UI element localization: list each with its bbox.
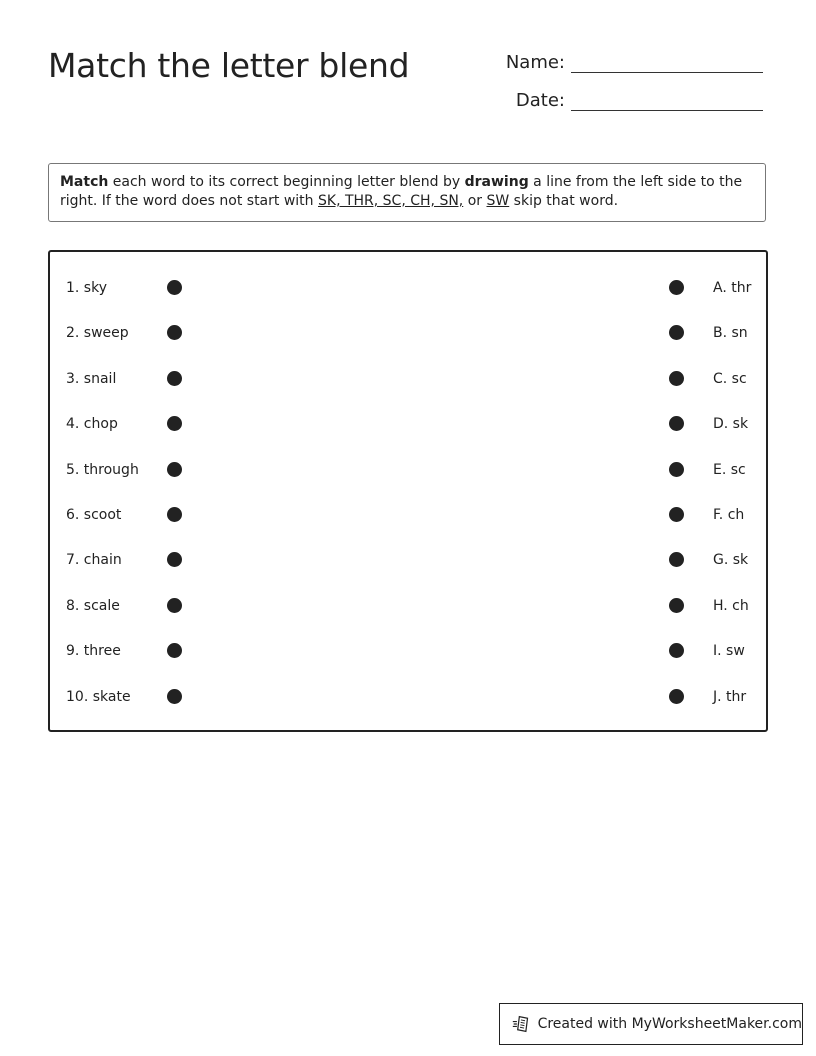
right-blend: H. ch — [713, 598, 749, 614]
right-blend: A. thr — [713, 280, 752, 296]
name-label: Name: — [505, 52, 565, 73]
left-word: 8. scale — [66, 598, 120, 614]
match-row — [50, 278, 766, 298]
match-row — [50, 505, 766, 525]
instructions-blend-last: SW — [486, 193, 510, 209]
right-blend: G. sk — [713, 552, 749, 568]
instructions-text-3: or — [463, 193, 487, 209]
date-label: Date: — [515, 90, 565, 111]
left-dot[interactable] — [167, 507, 182, 522]
right-dot[interactable] — [669, 598, 684, 613]
right-dot[interactable] — [669, 280, 684, 295]
left-dot[interactable] — [167, 643, 182, 658]
left-word: 9. three — [66, 643, 121, 659]
left-word: 4. chop — [66, 416, 118, 432]
instructions-blends-list: SK, THR, SC, CH, SN, — [318, 193, 464, 209]
left-dot[interactable] — [167, 280, 182, 295]
instructions-box — [48, 163, 766, 222]
right-blend: I. sw — [713, 643, 745, 659]
match-row — [50, 369, 766, 389]
left-dot[interactable] — [167, 598, 182, 613]
name-line — [571, 56, 763, 73]
left-dot[interactable] — [167, 416, 182, 431]
worksheet-title: Match the letter blend — [48, 46, 410, 85]
right-blend: B. sn — [713, 325, 748, 341]
right-blend: J. thr — [713, 689, 747, 705]
worksheet-maker-logo-icon — [512, 1013, 532, 1035]
right-dot[interactable] — [669, 325, 684, 340]
match-row — [50, 550, 766, 570]
right-dot[interactable] — [669, 371, 684, 386]
match-row — [50, 460, 766, 480]
instructions-text-2: a line from the left side to the right. If the word does not start with — [60, 174, 743, 209]
instructions-drawing-word: drawing — [464, 174, 529, 190]
date-line — [571, 94, 763, 111]
right-dot[interactable] — [669, 643, 684, 658]
right-blend: E. sc — [713, 462, 746, 478]
instructions-text-4: skip that word. — [509, 193, 619, 209]
match-row — [50, 687, 766, 707]
left-word: 5. through — [66, 462, 139, 478]
match-row — [50, 323, 766, 343]
instructions-match-word: Match — [60, 174, 109, 190]
match-row — [50, 414, 766, 434]
left-dot[interactable] — [167, 689, 182, 704]
footer-credit — [499, 1003, 803, 1045]
right-blend: D. sk — [713, 416, 749, 432]
left-dot[interactable] — [167, 462, 182, 477]
left-word: 10. skate — [66, 689, 131, 705]
match-row — [50, 641, 766, 661]
matching-area — [48, 250, 768, 732]
right-dot[interactable] — [669, 507, 684, 522]
right-dot[interactable] — [669, 689, 684, 704]
left-word: 1. sky — [66, 280, 107, 296]
left-word: 3. snail — [66, 371, 117, 387]
right-blend: F. ch — [713, 507, 745, 523]
left-word: 7. chain — [66, 552, 122, 568]
footer-text: Created with MyWorksheetMaker.com — [537, 1016, 802, 1032]
right-dot[interactable] — [669, 416, 684, 431]
match-row — [50, 596, 766, 616]
right-dot[interactable] — [669, 462, 684, 477]
left-dot[interactable] — [167, 325, 182, 340]
date-field — [495, 90, 763, 111]
left-word: 2. sweep — [66, 325, 129, 341]
left-dot[interactable] — [167, 371, 182, 386]
name-field — [495, 52, 763, 73]
right-blend: C. sc — [713, 371, 747, 387]
instructions-text-1: each word to its correct beginning letter blend by — [108, 174, 465, 190]
right-dot[interactable] — [669, 552, 684, 567]
left-word: 6. scoot — [66, 507, 122, 523]
left-dot[interactable] — [167, 552, 182, 567]
